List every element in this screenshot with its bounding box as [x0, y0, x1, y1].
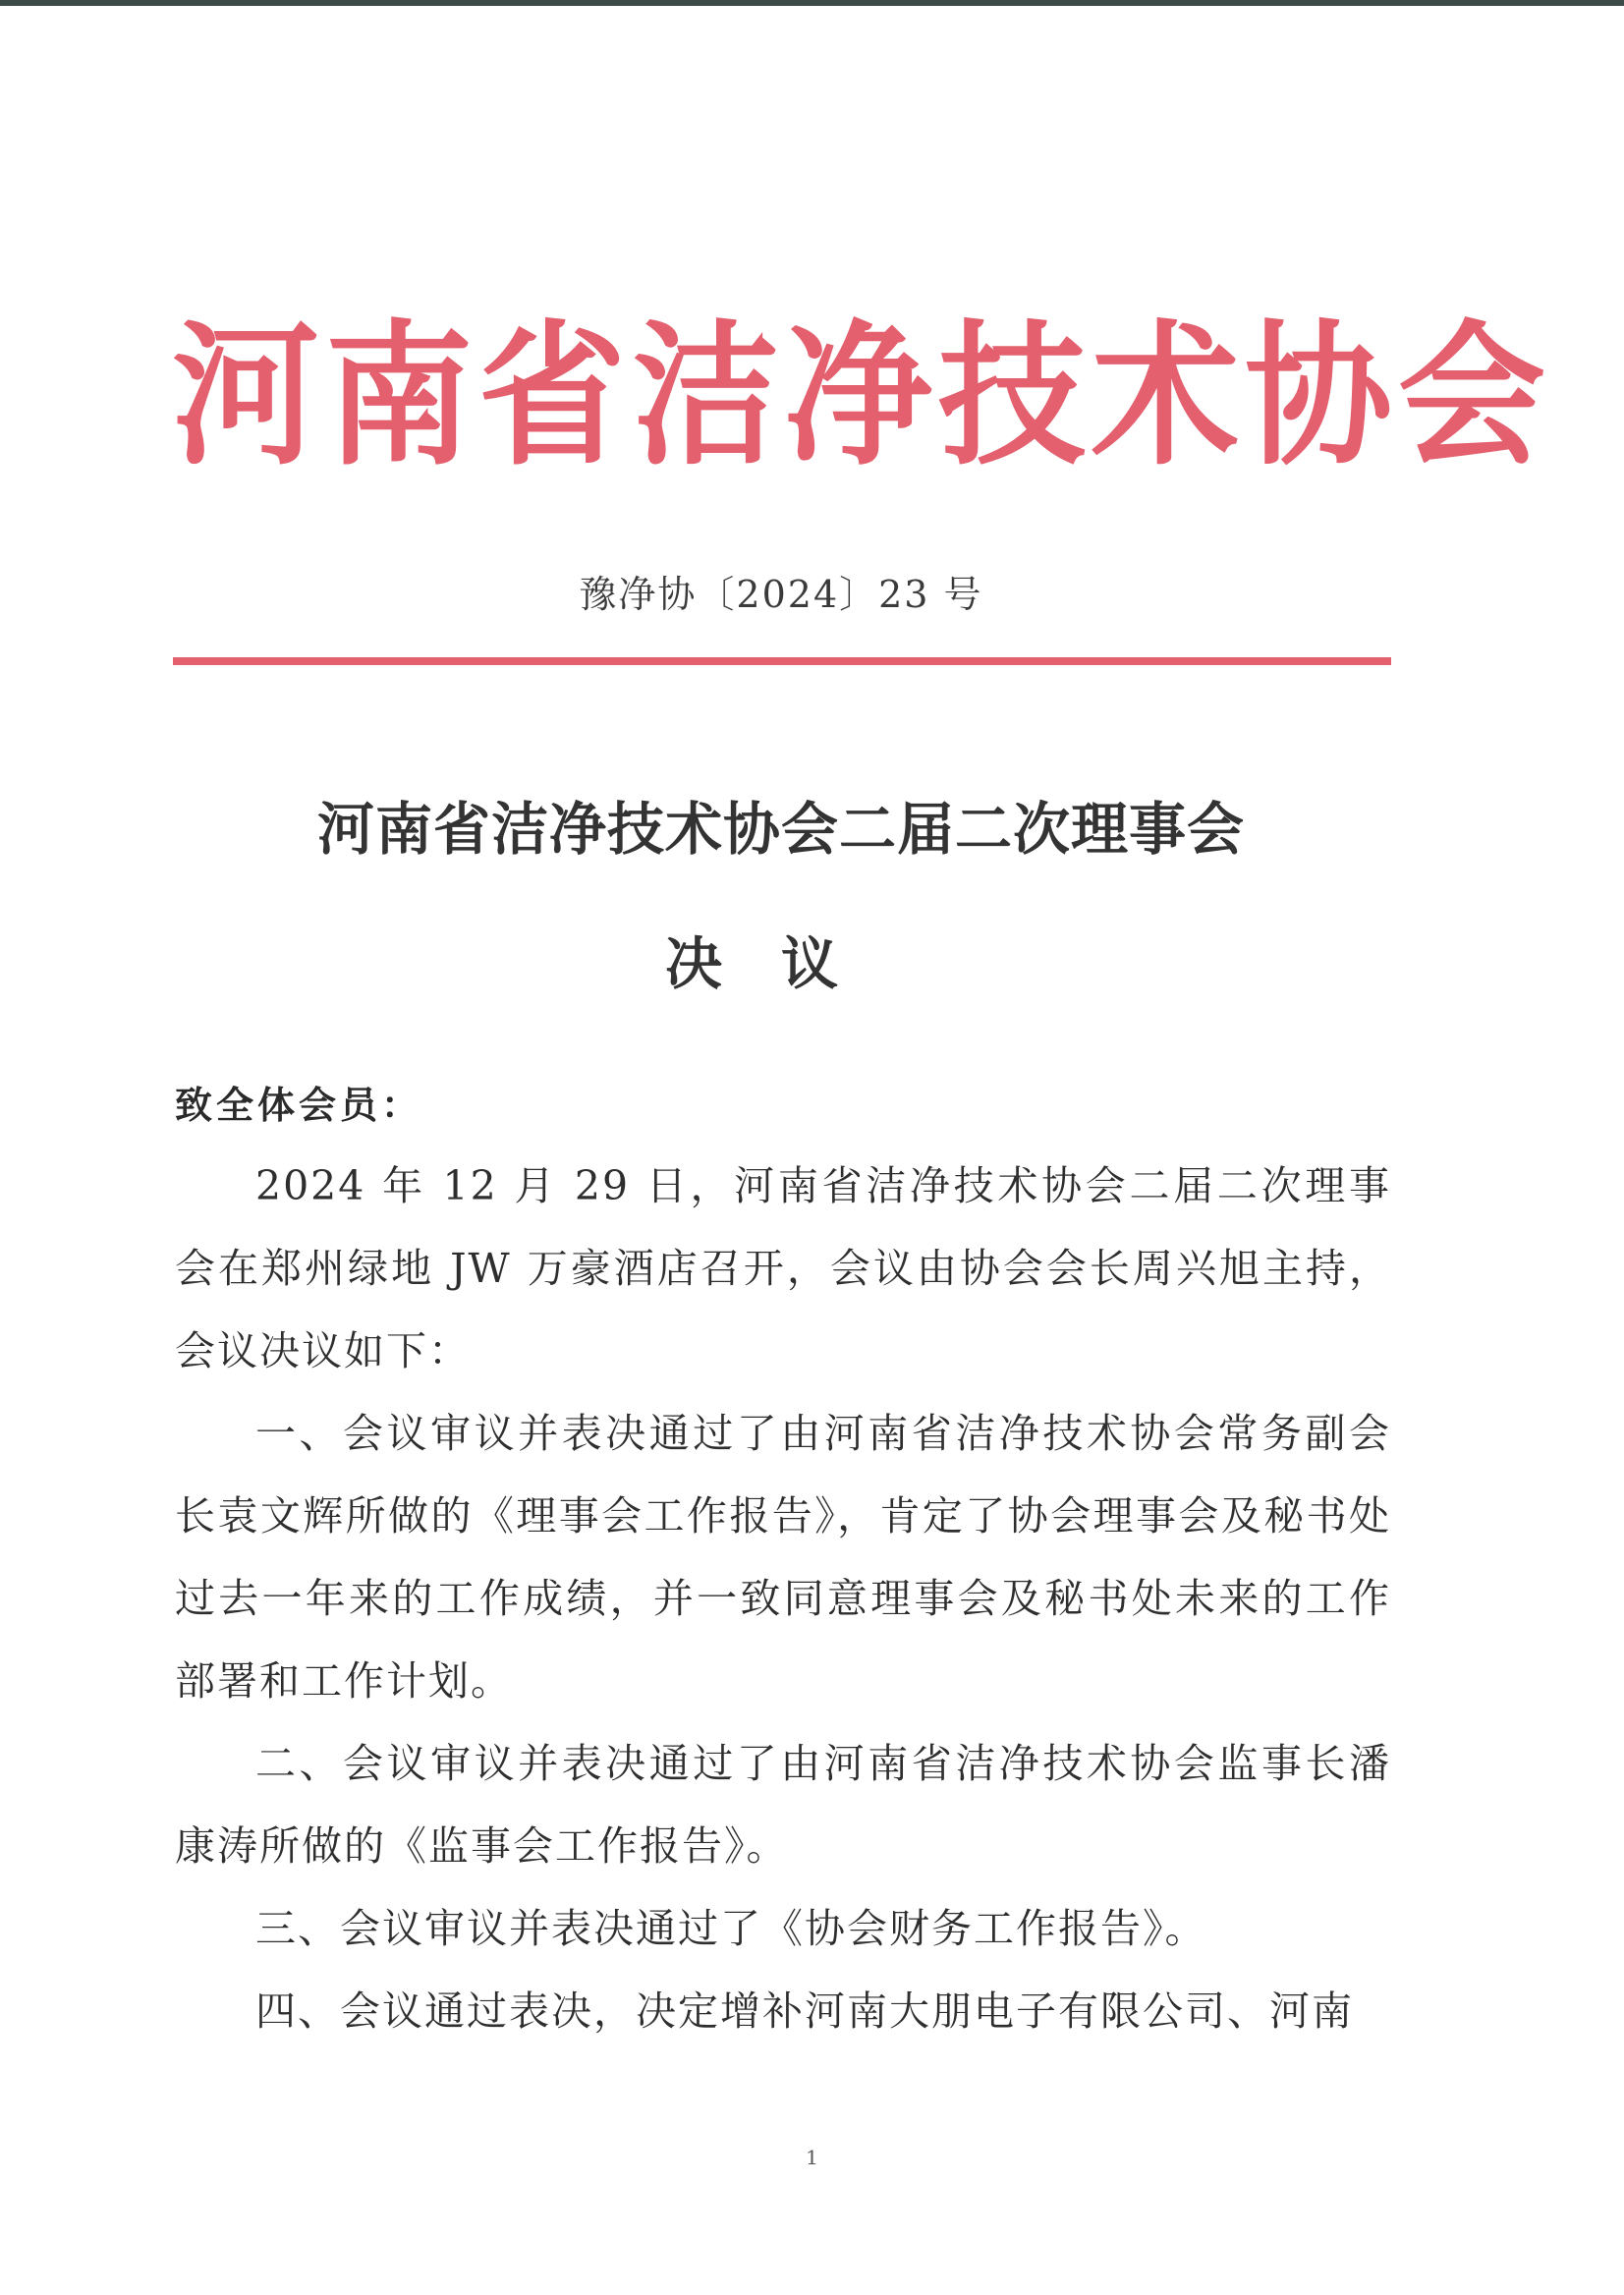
masthead-title: 河南省洁净技术协会 — [172, 307, 1552, 487]
document-number: 豫净协〔2024〕23 号 — [579, 573, 983, 616]
red-divider-rule — [173, 657, 1391, 665]
salutation: 致全体会员： — [175, 1084, 423, 1127]
page-top-border — [0, 0, 1624, 6]
paragraph-item-4: 四、会议通过表决，决定增补河南大朋电子有限公司、河南 — [255, 1987, 1354, 2035]
paragraph-item-2: 二、会议审议并表决通过了由河南省洁净技术协会监事长潘康涛所做的《监事会工作报告》。 — [175, 1740, 1391, 1870]
paragraph-item-3: 三、会议审议并表决通过了《协会财务工作报告》。 — [255, 1905, 1207, 1952]
document-subtitle: 决议 — [664, 930, 897, 997]
body-text — [175, 1145, 1391, 2052]
document-title: 河南省洁净技术协会二届二次理事会 — [316, 796, 1245, 863]
paragraph-intro: 2024 年 12 月 29 日，河南省洁净技术协会二届二次理事会在郑州绿地 JW 万豪酒店召开，会议由协会会长周兴旭主持，会议决议如下： — [175, 1162, 1391, 1374]
paragraph-item-1: 一、会议审议并表决通过了由河南省洁净技术协会常务副会长袁文辉所做的《理事会工作报告》，肯定了协会理事会及秘书处过去一年来的工作成绩，并一致同意理事会及秘书处未来的工作部署和工作计划。 — [175, 1410, 1391, 1705]
page-number: 1 — [806, 2146, 818, 2169]
